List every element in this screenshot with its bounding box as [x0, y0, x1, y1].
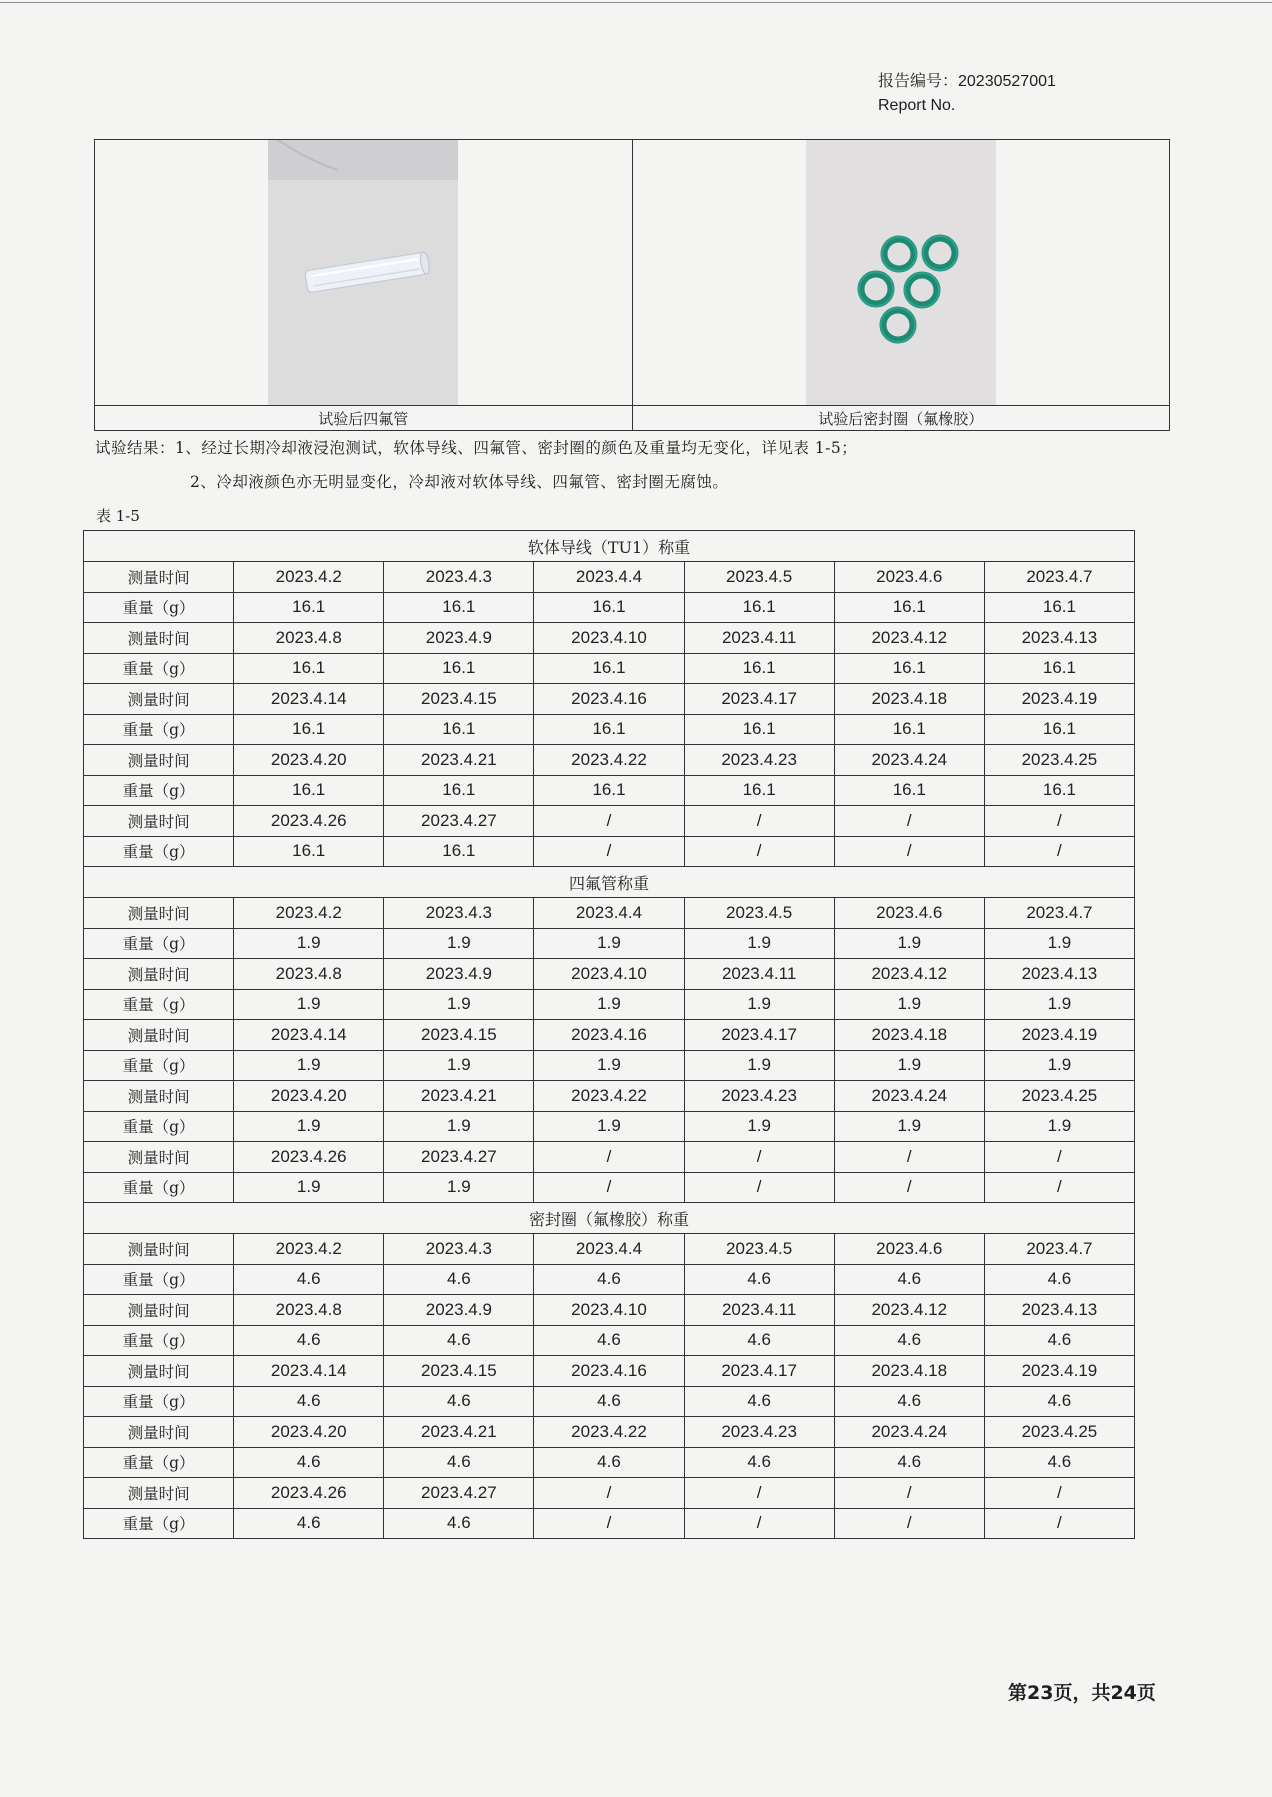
date-cell: 2023.4.21	[384, 745, 534, 776]
date-cell: 2023.4.19	[984, 684, 1134, 715]
weight-cell: 4.6	[684, 1386, 834, 1417]
date-cell: /	[534, 806, 684, 837]
weight-cell: 4.6	[534, 1447, 684, 1478]
date-cell: /	[534, 1142, 684, 1173]
result-line-1: 试验结果：1、经过长期冷却液浸泡测试，软体导线、四氟管、密封圈的颜色及重量均无变化，详见表 1-5；	[95, 439, 858, 457]
weight-row-label: 重量（g）	[84, 989, 234, 1020]
time-row-label: 测量时间	[84, 1081, 234, 1112]
time-row-label: 测量时间	[84, 1478, 234, 1509]
weight-cell: 1.9	[234, 1172, 384, 1203]
weight-cell: 4.6	[984, 1264, 1134, 1295]
date-cell: 2023.4.7	[984, 898, 1134, 929]
weight-cell: 4.6	[384, 1508, 534, 1539]
time-row	[84, 562, 1135, 593]
date-cell: 2023.4.11	[684, 623, 834, 654]
weight-cell: 16.1	[534, 775, 684, 806]
weight-cell: 4.6	[984, 1386, 1134, 1417]
table-label: 表 1-5	[96, 507, 140, 525]
weight-cell: /	[684, 836, 834, 867]
weight-cell: /	[984, 1508, 1134, 1539]
weight-row-label: 重量（g）	[84, 653, 234, 684]
date-cell: 2023.4.16	[534, 1020, 684, 1051]
date-cell: 2023.4.6	[834, 1234, 984, 1265]
weight-cell: 16.1	[384, 653, 534, 684]
date-cell: 2023.4.24	[834, 1081, 984, 1112]
date-cell: 2023.4.4	[534, 898, 684, 929]
weight-cell: /	[834, 1172, 984, 1203]
date-cell: 2023.4.5	[684, 1234, 834, 1265]
photo-cell-rings	[632, 140, 1170, 406]
weight-row-label: 重量（g）	[84, 1111, 234, 1142]
date-cell: 2023.4.10	[534, 1295, 684, 1326]
weight-cell: 16.1	[234, 714, 384, 745]
weight-row-label: 重量（g）	[84, 714, 234, 745]
date-cell: 2023.4.16	[534, 1356, 684, 1387]
report-number	[878, 70, 1056, 118]
weight-cell: 1.9	[234, 989, 384, 1020]
date-cell: 2023.4.18	[834, 1020, 984, 1051]
date-cell: 2023.4.20	[234, 745, 384, 776]
time-row-label: 测量时间	[84, 1417, 234, 1448]
date-cell: /	[984, 1478, 1134, 1509]
time-row-label: 测量时间	[84, 1356, 234, 1387]
photo-caption-rings: 试验后密封圈（氟橡胶）	[632, 406, 1170, 431]
weight-row	[84, 1386, 1135, 1417]
weight-cell: 1.9	[234, 1050, 384, 1081]
weight-cell: 4.6	[834, 1386, 984, 1417]
date-cell: 2023.4.19	[984, 1356, 1134, 1387]
date-cell: 2023.4.22	[534, 1081, 684, 1112]
weight-cell: 1.9	[684, 928, 834, 959]
time-row	[84, 684, 1135, 715]
weight-cell: /	[984, 836, 1134, 867]
date-cell: 2023.4.23	[684, 1417, 834, 1448]
weight-cell: 1.9	[534, 928, 684, 959]
weight-row-label: 重量（g）	[84, 1264, 234, 1295]
weight-row	[84, 653, 1135, 684]
weight-cell: 16.1	[234, 592, 384, 623]
weight-cell: 4.6	[984, 1447, 1134, 1478]
time-row	[84, 1417, 1135, 1448]
time-row	[84, 898, 1135, 929]
weight-cell: 16.1	[384, 714, 534, 745]
weight-cell: 1.9	[384, 1172, 534, 1203]
date-cell: 2023.4.25	[984, 1081, 1134, 1112]
weight-cell: 1.9	[984, 1050, 1134, 1081]
date-cell: 2023.4.3	[384, 1234, 534, 1265]
date-cell: 2023.4.23	[684, 745, 834, 776]
weight-cell: /	[834, 1508, 984, 1539]
time-row	[84, 1020, 1135, 1051]
date-cell: 2023.4.8	[234, 959, 384, 990]
weight-cell: 16.1	[984, 653, 1134, 684]
weight-row	[84, 989, 1135, 1020]
date-cell: 2023.4.8	[234, 623, 384, 654]
weight-cell: 4.6	[234, 1264, 384, 1295]
weight-cell: 4.6	[384, 1325, 534, 1356]
weight-row-label: 重量（g）	[84, 1508, 234, 1539]
date-cell: 2023.4.18	[834, 684, 984, 715]
date-cell: 2023.4.4	[534, 562, 684, 593]
date-cell: 2023.4.26	[234, 1478, 384, 1509]
weight-cell: 1.9	[234, 928, 384, 959]
weight-row-label: 重量（g）	[84, 1050, 234, 1081]
weight-cell: 16.1	[534, 653, 684, 684]
weight-cell: 16.1	[384, 836, 534, 867]
date-cell: 2023.4.11	[684, 959, 834, 990]
weight-cell: 16.1	[384, 775, 534, 806]
weight-row	[84, 1325, 1135, 1356]
date-cell: 2023.4.10	[534, 959, 684, 990]
weight-row	[84, 775, 1135, 806]
section-title: 四氟管称重	[84, 867, 1135, 898]
weight-row-label: 重量（g）	[84, 592, 234, 623]
weight-cell: 4.6	[234, 1325, 384, 1356]
weight-cell: 4.6	[684, 1264, 834, 1295]
date-cell: 2023.4.25	[984, 1417, 1134, 1448]
weight-cell: 4.6	[534, 1264, 684, 1295]
weight-cell: /	[684, 1172, 834, 1203]
date-cell: /	[534, 1478, 684, 1509]
weight-cell: 4.6	[234, 1386, 384, 1417]
weight-cell: 4.6	[234, 1447, 384, 1478]
weight-cell: /	[534, 836, 684, 867]
weight-row	[84, 592, 1135, 623]
weights-table	[83, 530, 1135, 1539]
time-row	[84, 1142, 1135, 1173]
date-cell: 2023.4.26	[234, 806, 384, 837]
weight-cell: 16.1	[534, 592, 684, 623]
time-row-label: 测量时间	[84, 1234, 234, 1265]
date-cell: 2023.4.9	[384, 1295, 534, 1326]
weight-cell: 4.6	[684, 1447, 834, 1478]
date-cell: 2023.4.9	[384, 623, 534, 654]
date-cell: 2023.4.13	[984, 623, 1134, 654]
weight-row-label: 重量（g）	[84, 1447, 234, 1478]
date-cell: 2023.4.6	[834, 562, 984, 593]
weight-cell: 16.1	[834, 775, 984, 806]
weight-cell: 1.9	[234, 1111, 384, 1142]
report-number-cn: 报告编号：20230527001	[878, 73, 1056, 90]
date-cell: 2023.4.7	[984, 1234, 1134, 1265]
time-row-label: 测量时间	[84, 1142, 234, 1173]
weight-cell: /	[984, 1172, 1134, 1203]
date-cell: /	[984, 806, 1134, 837]
result-line-2: 2、冷却液颜色亦无明显变化，冷却液对软体导线、四氟管、密封圈无腐蚀。	[190, 473, 729, 491]
weight-row-label: 重量（g）	[84, 836, 234, 867]
date-cell: 2023.4.27	[384, 1142, 534, 1173]
weight-row-label: 重量（g）	[84, 928, 234, 959]
date-cell: 2023.4.17	[684, 684, 834, 715]
time-row-label: 测量时间	[84, 562, 234, 593]
weight-cell: 1.9	[384, 1111, 534, 1142]
weight-cell: 1.9	[384, 1050, 534, 1081]
weight-cell: 16.1	[684, 653, 834, 684]
page-number: 第23页，共24页	[1008, 1682, 1156, 1704]
time-row	[84, 623, 1135, 654]
weight-cell: 16.1	[234, 836, 384, 867]
weight-cell: 4.6	[684, 1325, 834, 1356]
date-cell: /	[684, 1478, 834, 1509]
weight-cell: 4.6	[834, 1325, 984, 1356]
date-cell: 2023.4.15	[384, 684, 534, 715]
weight-cell: 4.6	[534, 1386, 684, 1417]
weight-cell: 16.1	[234, 775, 384, 806]
weight-cell: 16.1	[984, 714, 1134, 745]
date-cell: 2023.4.10	[534, 623, 684, 654]
date-cell: 2023.4.6	[834, 898, 984, 929]
time-row	[84, 1356, 1135, 1387]
weight-cell: 1.9	[984, 989, 1134, 1020]
time-row-label: 测量时间	[84, 684, 234, 715]
date-cell: 2023.4.21	[384, 1081, 534, 1112]
weight-cell: 1.9	[534, 1111, 684, 1142]
date-cell: 2023.4.14	[234, 684, 384, 715]
date-cell: 2023.4.11	[684, 1295, 834, 1326]
weight-cell: 16.1	[384, 592, 534, 623]
weight-cell: 1.9	[984, 1111, 1134, 1142]
date-cell: 2023.4.17	[684, 1020, 834, 1051]
date-cell: 2023.4.12	[834, 1295, 984, 1326]
date-cell: /	[834, 1142, 984, 1173]
weight-cell: 16.1	[684, 775, 834, 806]
date-cell: /	[834, 1478, 984, 1509]
weight-cell: 1.9	[534, 1050, 684, 1081]
date-cell: /	[684, 1142, 834, 1173]
photo-caption-tube: 试验后四氟管	[95, 406, 633, 431]
weight-cell: /	[834, 836, 984, 867]
top-border-line	[0, 2, 1272, 3]
date-cell: 2023.4.17	[684, 1356, 834, 1387]
weight-cell: 4.6	[834, 1447, 984, 1478]
weight-cell: 4.6	[384, 1447, 534, 1478]
weight-row	[84, 1050, 1135, 1081]
weight-row	[84, 1447, 1135, 1478]
date-cell: 2023.4.12	[834, 959, 984, 990]
date-cell: 2023.4.15	[384, 1020, 534, 1051]
weight-cell: 16.1	[984, 592, 1134, 623]
date-cell: 2023.4.16	[534, 684, 684, 715]
date-cell: 2023.4.22	[534, 1417, 684, 1448]
time-row	[84, 745, 1135, 776]
weight-cell: 4.6	[384, 1386, 534, 1417]
date-cell: 2023.4.27	[384, 1478, 534, 1509]
date-cell: 2023.4.15	[384, 1356, 534, 1387]
weight-cell: /	[534, 1172, 684, 1203]
section-title: 密封圈（氟橡胶）称重	[84, 1203, 1135, 1234]
time-row-label: 测量时间	[84, 898, 234, 929]
time-row-label: 测量时间	[84, 745, 234, 776]
weight-cell: 1.9	[684, 1050, 834, 1081]
weight-row	[84, 714, 1135, 745]
weight-cell: 1.9	[834, 989, 984, 1020]
weight-cell: 16.1	[534, 714, 684, 745]
weight-cell: /	[684, 1508, 834, 1539]
weight-row-label: 重量（g）	[84, 1325, 234, 1356]
weight-cell: 1.9	[834, 928, 984, 959]
date-cell: 2023.4.9	[384, 959, 534, 990]
date-cell: 2023.4.7	[984, 562, 1134, 593]
date-cell: 2023.4.2	[234, 562, 384, 593]
weight-cell: 1.9	[384, 989, 534, 1020]
date-cell: 2023.4.4	[534, 1234, 684, 1265]
weight-cell: 1.9	[984, 928, 1134, 959]
weight-cell: 16.1	[834, 653, 984, 684]
weight-cell: 1.9	[834, 1111, 984, 1142]
date-cell: 2023.4.3	[384, 898, 534, 929]
date-cell: 2023.4.20	[234, 1081, 384, 1112]
date-cell: 2023.4.2	[234, 898, 384, 929]
date-cell: 2023.4.23	[684, 1081, 834, 1112]
time-row	[84, 1081, 1135, 1112]
time-row-label: 测量时间	[84, 806, 234, 837]
weight-cell: 4.6	[984, 1325, 1134, 1356]
date-cell: /	[984, 1142, 1134, 1173]
date-cell: 2023.4.24	[834, 1417, 984, 1448]
time-row-label: 测量时间	[84, 1295, 234, 1326]
weight-cell: 4.6	[234, 1508, 384, 1539]
o-ring-seals-photo	[806, 140, 996, 405]
weight-cell: 4.6	[384, 1264, 534, 1295]
weight-row	[84, 836, 1135, 867]
weight-row	[84, 1264, 1135, 1295]
photo-cell-tube	[95, 140, 633, 406]
section-title: 软体导线（TU1）称重	[84, 531, 1135, 562]
weight-cell: 16.1	[234, 653, 384, 684]
weight-cell: 1.9	[684, 989, 834, 1020]
time-row-label: 测量时间	[84, 959, 234, 990]
date-cell: 2023.4.14	[234, 1020, 384, 1051]
teflon-tube-photo	[268, 140, 458, 405]
weight-cell: 16.1	[684, 592, 834, 623]
date-cell: /	[684, 806, 834, 837]
date-cell: 2023.4.22	[534, 745, 684, 776]
weight-cell: 1.9	[684, 1111, 834, 1142]
weight-cell: 1.9	[384, 928, 534, 959]
weight-cell: 16.1	[684, 714, 834, 745]
time-row	[84, 1295, 1135, 1326]
weight-row	[84, 1172, 1135, 1203]
date-cell: 2023.4.26	[234, 1142, 384, 1173]
weight-row	[84, 1508, 1135, 1539]
weight-row-label: 重量（g）	[84, 1386, 234, 1417]
date-cell: 2023.4.12	[834, 623, 984, 654]
weight-row-label: 重量（g）	[84, 775, 234, 806]
date-cell: 2023.4.5	[684, 898, 834, 929]
time-row	[84, 1234, 1135, 1265]
weight-cell: 4.6	[834, 1264, 984, 1295]
date-cell: 2023.4.13	[984, 1295, 1134, 1326]
weight-cell: 16.1	[834, 592, 984, 623]
date-cell: 2023.4.13	[984, 959, 1134, 990]
date-cell: 2023.4.5	[684, 562, 834, 593]
photo-table	[94, 139, 1170, 431]
date-cell: 2023.4.20	[234, 1417, 384, 1448]
weight-row-label: 重量（g）	[84, 1172, 234, 1203]
time-row-label: 测量时间	[84, 623, 234, 654]
date-cell: 2023.4.3	[384, 562, 534, 593]
date-cell: 2023.4.18	[834, 1356, 984, 1387]
time-row	[84, 806, 1135, 837]
date-cell: 2023.4.24	[834, 745, 984, 776]
weight-cell: /	[534, 1508, 684, 1539]
time-row	[84, 1478, 1135, 1509]
time-row	[84, 959, 1135, 990]
date-cell: /	[834, 806, 984, 837]
time-row-label: 测量时间	[84, 1020, 234, 1051]
date-cell: 2023.4.2	[234, 1234, 384, 1265]
weight-cell: 4.6	[534, 1325, 684, 1356]
weight-cell: 16.1	[834, 714, 984, 745]
weight-cell: 1.9	[534, 989, 684, 1020]
date-cell: 2023.4.25	[984, 745, 1134, 776]
date-cell: 2023.4.14	[234, 1356, 384, 1387]
date-cell: 2023.4.19	[984, 1020, 1134, 1051]
weight-cell: 16.1	[984, 775, 1134, 806]
report-number-en: Report No.	[878, 97, 956, 114]
weight-row	[84, 928, 1135, 959]
date-cell: 2023.4.21	[384, 1417, 534, 1448]
date-cell: 2023.4.27	[384, 806, 534, 837]
date-cell: 2023.4.8	[234, 1295, 384, 1326]
weight-row	[84, 1111, 1135, 1142]
weight-cell: 1.9	[834, 1050, 984, 1081]
